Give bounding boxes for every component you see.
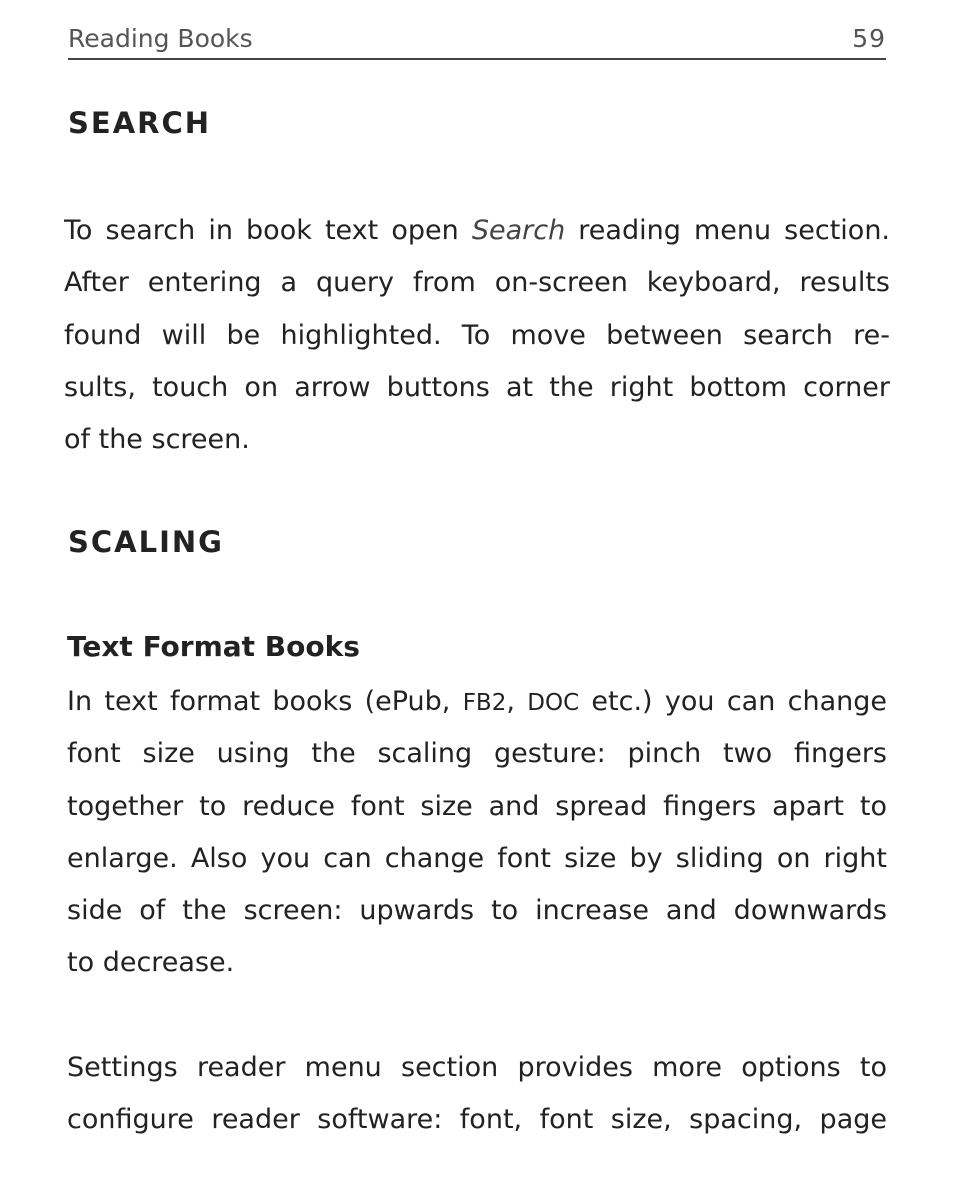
paragraph-line: of the screen.: [64, 424, 250, 456]
paragraph-line: configure reader software: font, font size, spacing, page: [67, 1104, 887, 1136]
scaling-heading: SCALING: [68, 525, 224, 559]
paragraph-line: Settings reader menu section provides more options to: [67, 1052, 887, 1083]
paragraph-line: together to reduce font size and spread fingers apart to: [67, 790, 887, 822]
search-heading: SEARCH: [68, 106, 212, 140]
paragraph-line: sults, touch on arrow buttons at the right bottom corner: [64, 371, 890, 403]
paragraph-line: found will be highlighted. To move between search re-: [64, 319, 890, 351]
paragraph-line: In text format books (ePub, FB2, DOC etc.) you can change: [67, 686, 887, 717]
scaling-paragraph-1: [67, 676, 887, 990]
paragraph-line: To search in book text open Search reading menu section.: [64, 215, 890, 246]
scaling-paragraph-2: [67, 1042, 887, 1147]
search-paragraph: [64, 205, 890, 466]
paragraph-line: enlarge. Also you can change font size by sliding on right: [67, 842, 887, 874]
text-format-books-subheading: Text Format Books: [67, 630, 360, 663]
running-title: Reading Books: [68, 24, 253, 53]
page-header: [68, 22, 886, 60]
page-number: 59: [852, 24, 886, 53]
paragraph-line: side of the screen: upwards to increase and downwards: [67, 895, 887, 927]
paragraph-line: After entering a query from on-screen keyboard, results: [64, 267, 890, 299]
search-menu-reference: Search: [471, 215, 566, 246]
paragraph-line: to decrease.: [67, 947, 235, 979]
paragraph-line: font size using the scaling gesture: pinch two fingers: [67, 738, 887, 770]
